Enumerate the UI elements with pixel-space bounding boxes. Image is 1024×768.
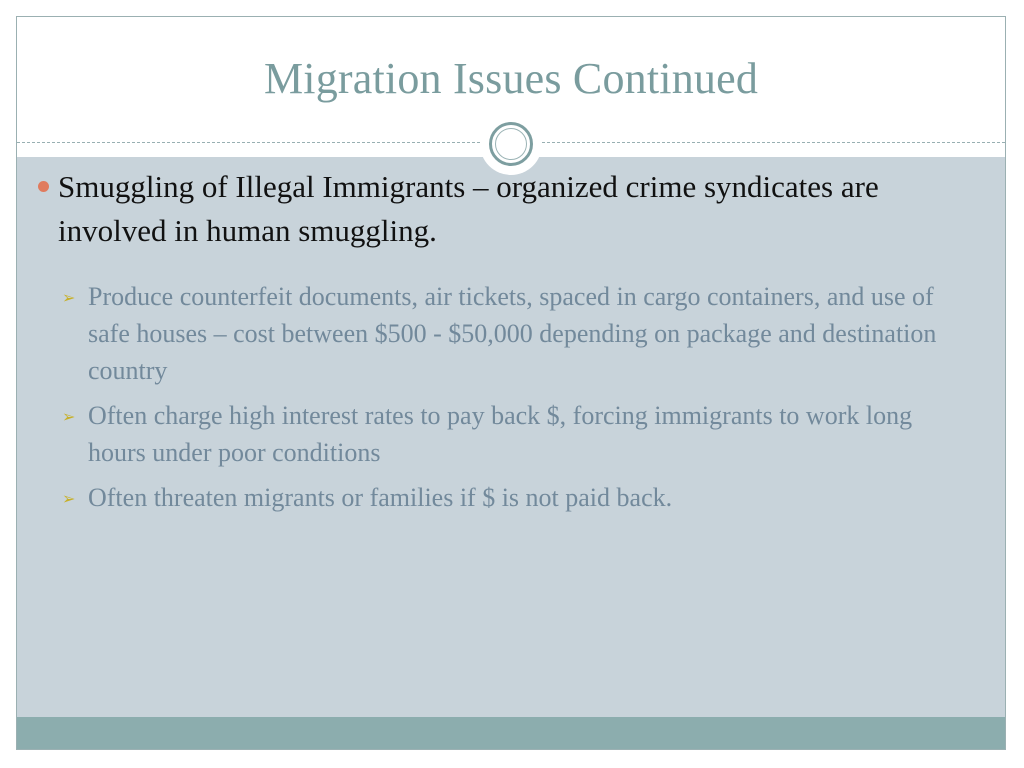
sub-bullet-item bbox=[62, 479, 938, 516]
arrow-right-icon: ➢ bbox=[62, 489, 76, 508]
sub-bullet-item bbox=[62, 278, 938, 389]
sub-bullet-text: Produce counterfeit documents, air tickets, spaced in cargo containers, and use of safe houses – cost between $500 - $50,000 depending on package and destination country bbox=[88, 282, 937, 385]
bullet-dot-icon bbox=[38, 181, 49, 192]
sub-bullet-text: Often threaten migrants or families if $ is not paid back. bbox=[88, 483, 673, 512]
arrow-right-icon: ➢ bbox=[62, 288, 76, 307]
sub-bullet-text: Often charge high interest rates to pay back $, forcing immigrants to work long hours under poor conditions bbox=[88, 401, 913, 467]
sub-bullet-item bbox=[62, 397, 938, 471]
circle-inner-ring bbox=[495, 128, 527, 160]
sub-bullet-list bbox=[62, 278, 938, 524]
slide-title: Migration Issues Continued bbox=[263, 54, 759, 103]
bottom-bar bbox=[17, 717, 1005, 750]
main-bullet bbox=[58, 165, 958, 253]
main-bullet-text: Smuggling of Illegal Immigrants – organized crime syndicates are involved in human smuggling. bbox=[58, 169, 879, 248]
arrow-right-icon: ➢ bbox=[62, 407, 76, 426]
